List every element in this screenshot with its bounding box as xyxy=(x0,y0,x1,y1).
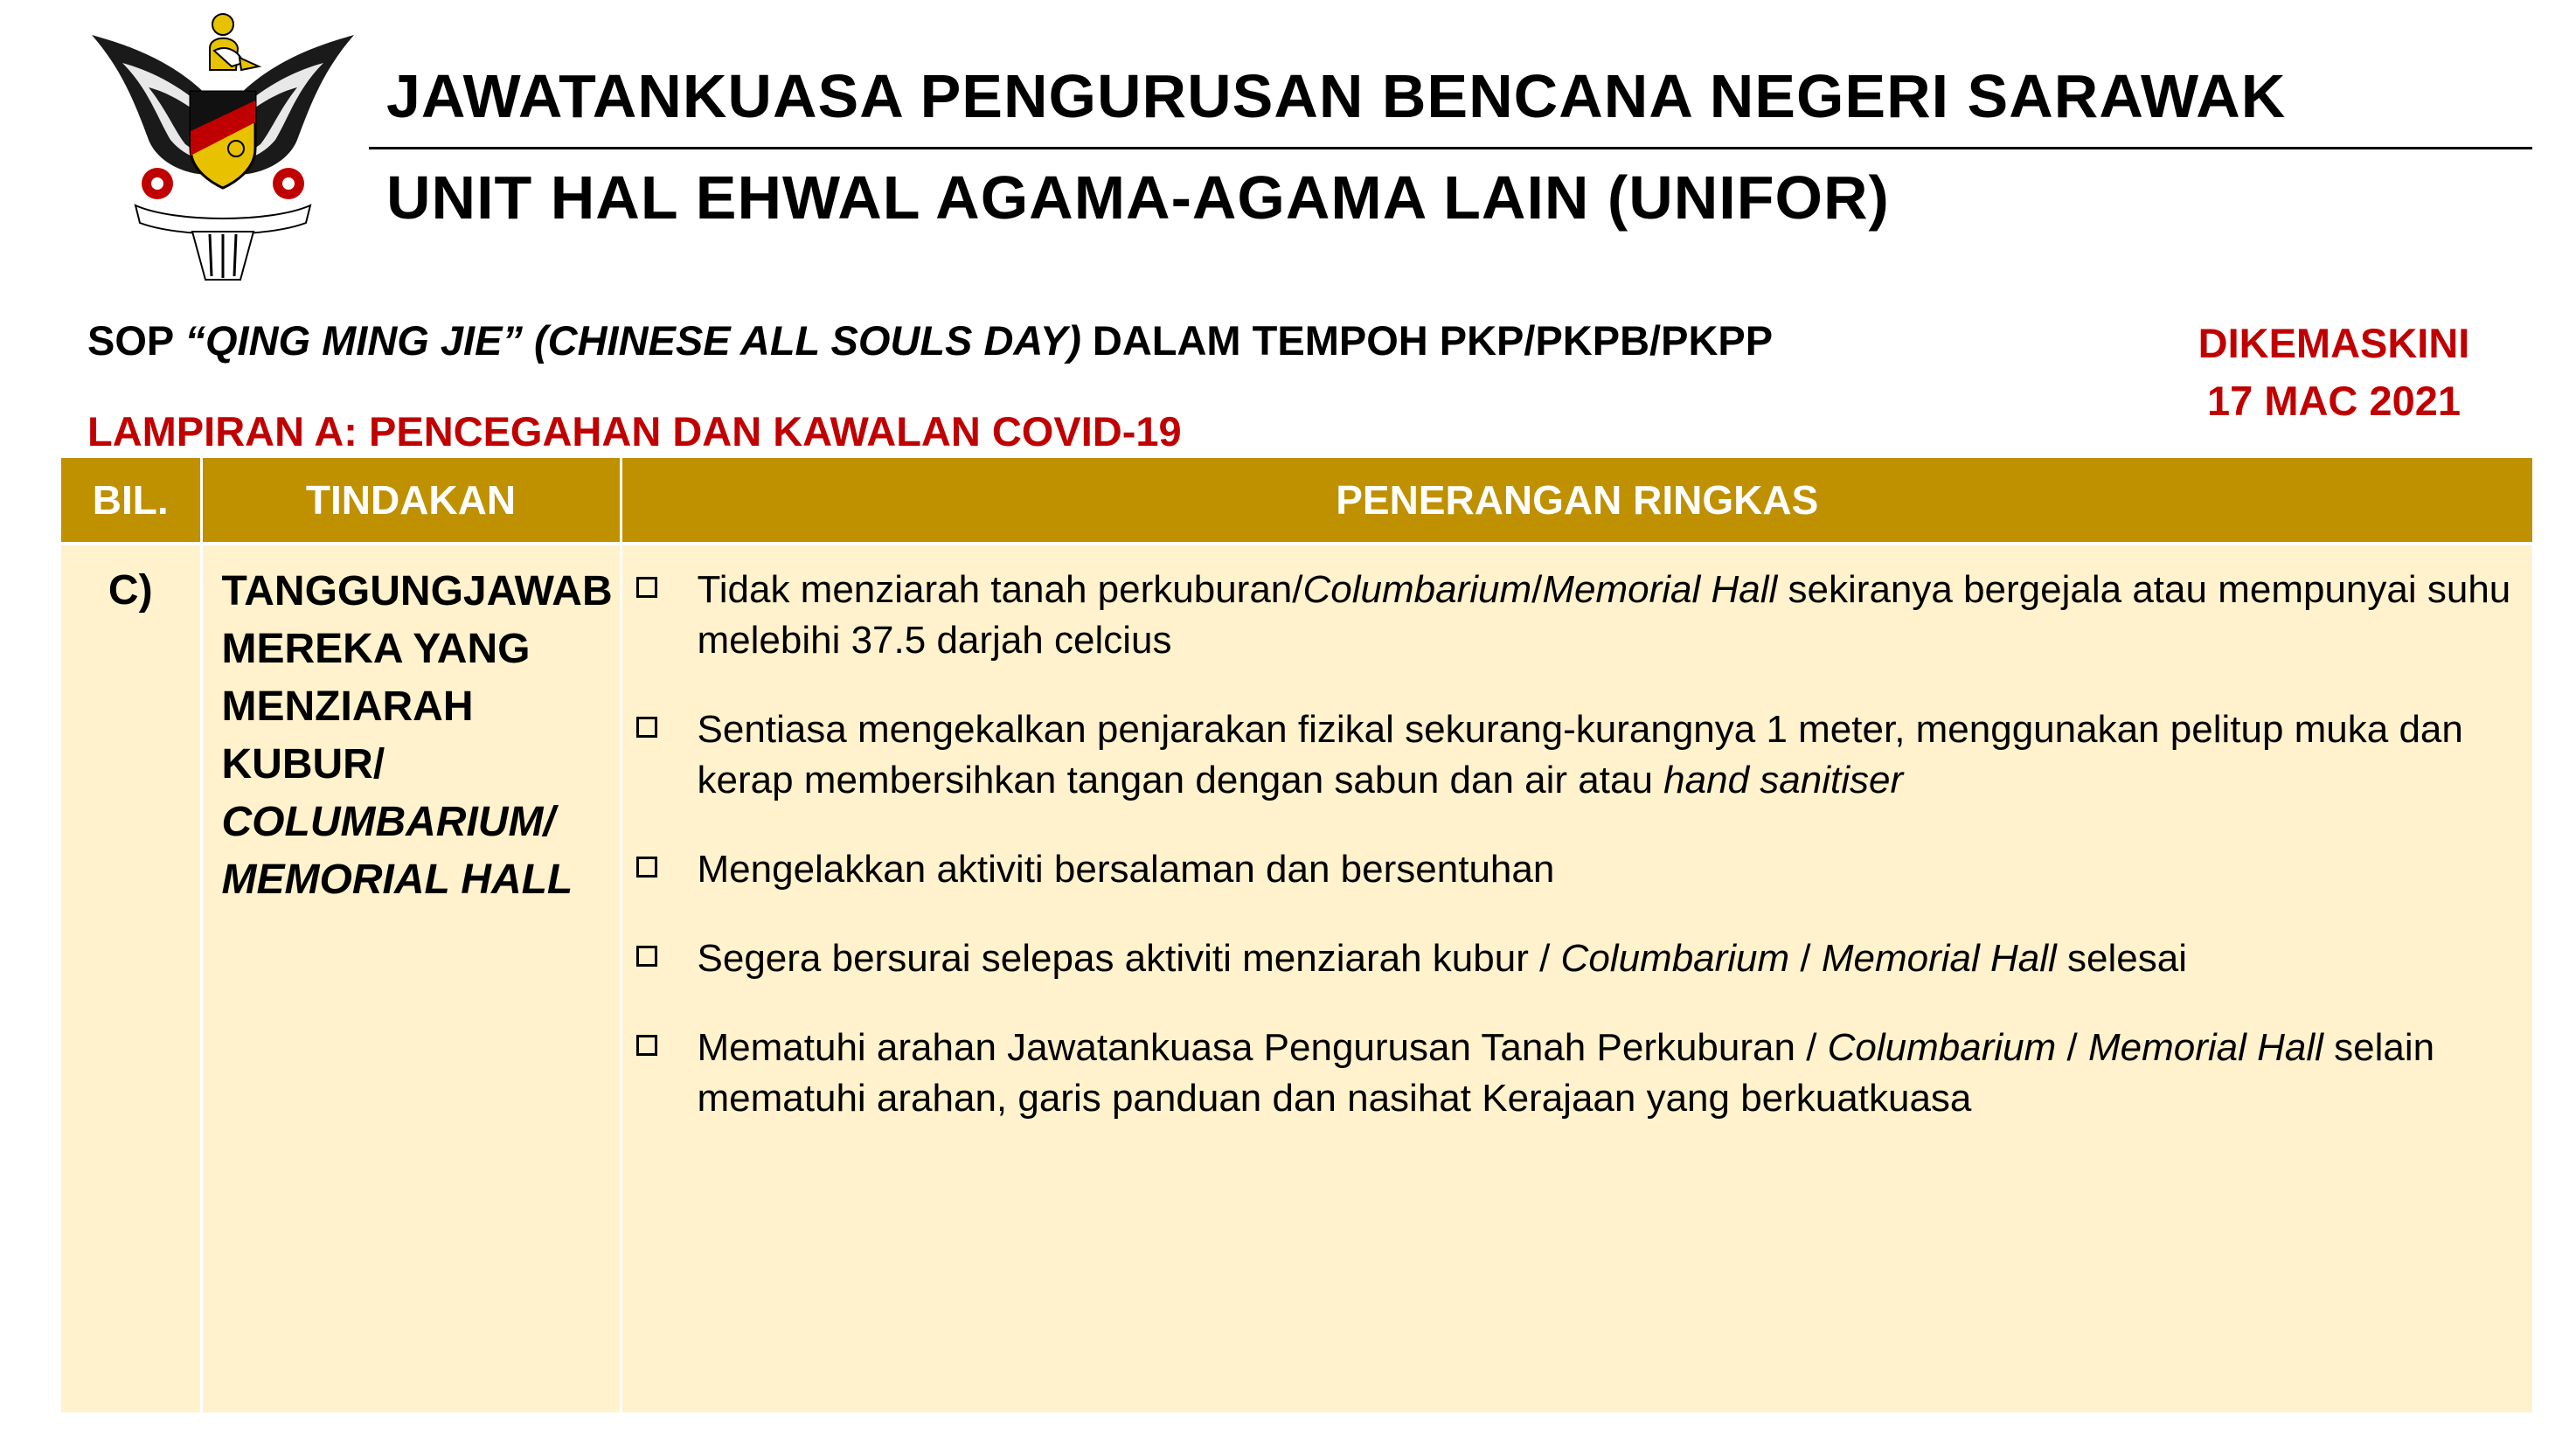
bullet-text: Mengelakkan aktiviti bersalaman dan bersentuhan xyxy=(697,848,1555,891)
update-notice xyxy=(2133,315,2535,430)
annex-title: LAMPIRAN A: PENCEGAHAN DAN KAWALAN COVID-19 xyxy=(87,408,1182,454)
checkbox-bullet-icon xyxy=(636,946,657,967)
action-line: MEMORIAL HALL xyxy=(221,857,573,903)
action-line: MEREKA YANG xyxy=(221,626,531,672)
update-date: 17 MAC 2021 xyxy=(2207,378,2461,424)
sarawak-state-crest-icon xyxy=(87,9,358,284)
sop-table xyxy=(61,458,2532,1412)
list-item xyxy=(622,1023,2516,1124)
list-item xyxy=(622,844,2516,895)
action-line: KUBUR/ xyxy=(221,741,385,787)
update-label: DIKEMASKINI xyxy=(2198,320,2470,366)
checkbox-bullet-icon xyxy=(636,577,657,598)
committee-title: JAWATANKUASA PENGURUSAN BENCANA NEGERI SARAWAK xyxy=(386,62,2287,130)
action-cell xyxy=(201,544,621,1412)
bullet-text: Segera bersurai selepas aktiviti menziarah kubur / Columbarium / Memorial Hall selesai xyxy=(697,937,2188,980)
bullet-text: Mematuhi arahan Jawatankuasa Pengurusan Tanah Perkuburan / Columbarium / Memorial Hall selain mematuhi arahan, garis panduan dan nasihat Kerajaan yang berkuatkuasa xyxy=(697,1026,2435,1120)
header-divider xyxy=(369,147,2532,149)
bullet-text: Tidak menziarah tanah perkuburan/Columbarium/Memorial Hall sekiranya bergejala atau mempunyai suhu melebihi 37.5 darjah celcius xyxy=(697,568,2511,662)
checkbox-bullet-icon xyxy=(636,857,657,878)
checkbox-bullet-icon xyxy=(636,1035,657,1056)
list-item xyxy=(622,933,2516,984)
sop-event-name: “QING MING JIE” (CHINESE ALL SOULS DAY) xyxy=(184,317,1081,364)
row-number: C) xyxy=(61,544,201,1412)
table-row xyxy=(61,544,2532,1412)
table-header-row xyxy=(61,458,2532,544)
column-header-bil: BIL. xyxy=(61,458,201,544)
action-line: COLUMBARIUM/ xyxy=(221,799,555,845)
bullet-text: Sentiasa mengekalkan penjarakan fizikal sekurang-kurangnya 1 meter, menggunakan pelitup muka dan kerap membersihkan tangan dengan sabun dan air atau hand sanitiser xyxy=(697,708,2463,801)
list-item xyxy=(622,565,2516,666)
unit-title: UNIT HAL EHWAL AGAMA-AGAMA LAIN (UNIFOR) xyxy=(386,163,1890,232)
action-line: TANGGUNGJAWAB xyxy=(221,568,613,614)
sop-prefix: SOP xyxy=(87,317,185,364)
sop-title xyxy=(87,316,1773,364)
checkbox-bullet-icon xyxy=(636,717,657,738)
action-line: MENZIARAH xyxy=(221,683,474,730)
column-header-penerangan: PENERANGAN RINGKAS xyxy=(621,458,2532,544)
description-cell xyxy=(621,544,2532,1412)
sop-suffix: DALAM TEMPOH PKP/PKPB/PKPP xyxy=(1080,317,1774,364)
column-header-tindakan: TINDAKAN xyxy=(201,458,621,544)
list-item xyxy=(622,704,2516,806)
